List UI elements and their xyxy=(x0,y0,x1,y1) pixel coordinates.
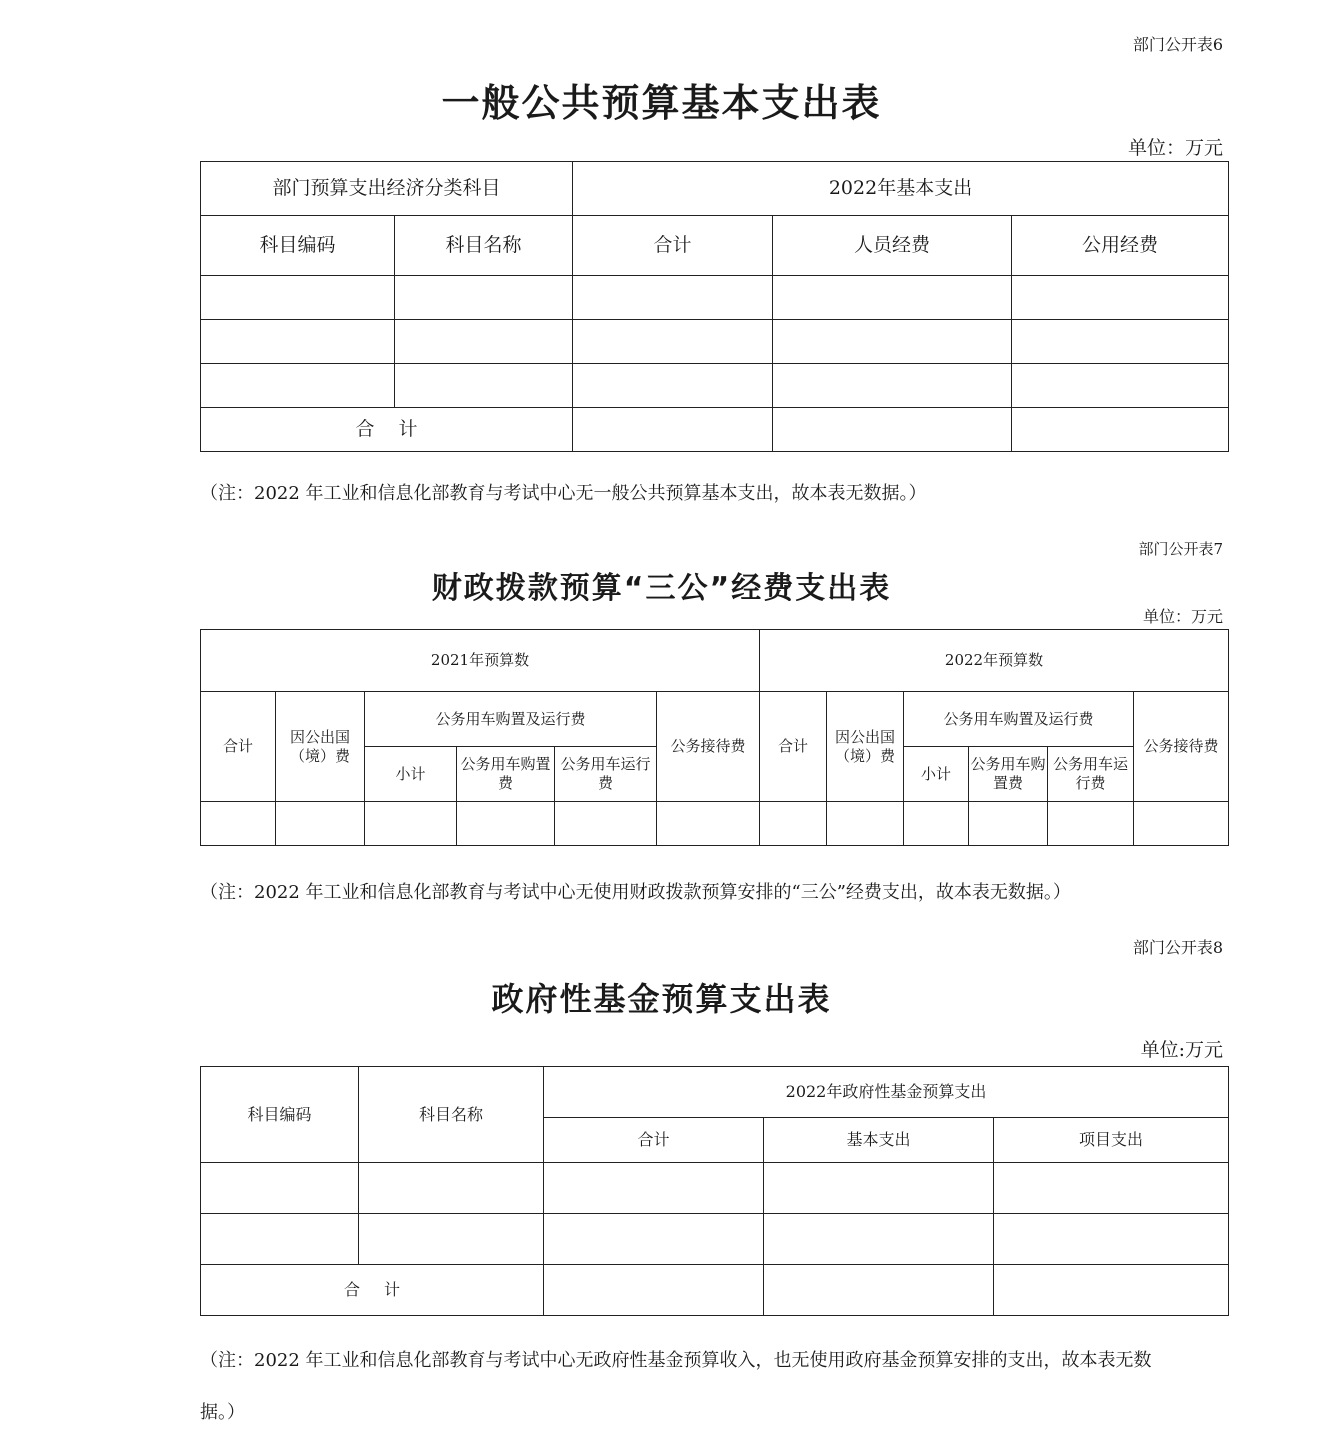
header-2022-basic-expenditure: 2022年基本支出 xyxy=(573,162,1229,216)
header-2022-subtotal: 小计 xyxy=(904,747,969,802)
header-2021-reception: 公务接待费 xyxy=(657,692,760,802)
header-basic-expenditure: 基本支出 xyxy=(764,1118,994,1163)
table6-title: 一般公共预算基本支出表 xyxy=(441,81,882,125)
table8-note-line2: 据。） xyxy=(200,1402,245,1423)
header-2022-car-group: 公务用车购置及运行费 xyxy=(904,692,1134,747)
total-row xyxy=(201,1265,1229,1316)
table8-tag: 部门公开表8 xyxy=(1132,938,1223,957)
header-2021-budget: 2021年预算数 xyxy=(201,630,760,692)
total-label: 合 计 xyxy=(201,408,573,452)
table-row xyxy=(201,1214,1229,1265)
header-subject-code: 科目编码 xyxy=(201,1067,359,1163)
table-row xyxy=(201,364,1229,408)
government-fund-expenditure-table xyxy=(200,1066,1229,1316)
header-2022-abroad: 因公出国（境）费 xyxy=(827,692,904,802)
header-personnel-expense: 人员经费 xyxy=(773,216,1012,276)
header-2021-subtotal: 小计 xyxy=(365,747,457,802)
table-row xyxy=(201,320,1229,364)
table8-title: 政府性基金预算支出表 xyxy=(491,980,832,1018)
table7-title: 财政拨款预算“三公”经费支出表 xyxy=(431,571,892,606)
table7-tag: 部门公开表7 xyxy=(1138,540,1223,558)
header-total: 合计 xyxy=(573,216,773,276)
header-project-expenditure: 项目支出 xyxy=(994,1118,1229,1163)
header-2022-total: 合计 xyxy=(760,692,827,802)
table-row xyxy=(201,276,1229,320)
table8-unit: 单位:万元 xyxy=(1140,1039,1223,1061)
header-2022-car-purchase: 公务用车购置费 xyxy=(969,747,1048,802)
header-2022-reception: 公务接待费 xyxy=(1134,692,1229,802)
table7-note: （注：2022 年工业和信息化部教育与考试中心无使用财政拨款预算安排的“三公”经费支出，故本表无数据。） xyxy=(200,882,1071,903)
three-public-expenses-table xyxy=(200,629,1229,846)
general-budget-basic-expenditure-table xyxy=(200,161,1229,452)
header-2022-gov-fund: 2022年政府性基金预算支出 xyxy=(544,1067,1229,1118)
header-2021-car-group: 公务用车购置及运行费 xyxy=(365,692,657,747)
header-2021-car-running: 公务用车运行费 xyxy=(555,747,657,802)
header-2021-total: 合计 xyxy=(201,692,276,802)
table-row xyxy=(201,1163,1229,1214)
header-subject-name: 科目名称 xyxy=(395,216,573,276)
header-public-expense: 公用经费 xyxy=(1012,216,1229,276)
header-economic-classification: 部门预算支出经济分类科目 xyxy=(201,162,573,216)
total-label: 合 计 xyxy=(201,1265,544,1316)
header-2022-car-running: 公务用车运行费 xyxy=(1048,747,1134,802)
table7-unit: 单位：万元 xyxy=(1142,607,1223,626)
table6-note: （注：2022 年工业和信息化部教育与考试中心无一般公共预算基本支出，故本表无数据。） xyxy=(200,483,927,504)
header-2021-abroad: 因公出国（境）费 xyxy=(276,692,365,802)
table-row xyxy=(201,802,1229,846)
header-total: 合计 xyxy=(544,1118,764,1163)
table8-note-line1: （注：2022 年工业和信息化部教育与考试中心无政府性基金预算收入，也无使用政府基金预算安排的支出，故本表无数 xyxy=(200,1350,1152,1371)
header-subject-code: 科目编码 xyxy=(201,216,395,276)
table6-unit: 单位：万元 xyxy=(1127,137,1223,159)
header-2022-budget: 2022年预算数 xyxy=(760,630,1229,692)
total-row xyxy=(201,408,1229,452)
header-subject-name: 科目名称 xyxy=(359,1067,544,1163)
table6-tag: 部门公开表6 xyxy=(1132,35,1223,54)
header-2021-car-purchase: 公务用车购置费 xyxy=(457,747,555,802)
